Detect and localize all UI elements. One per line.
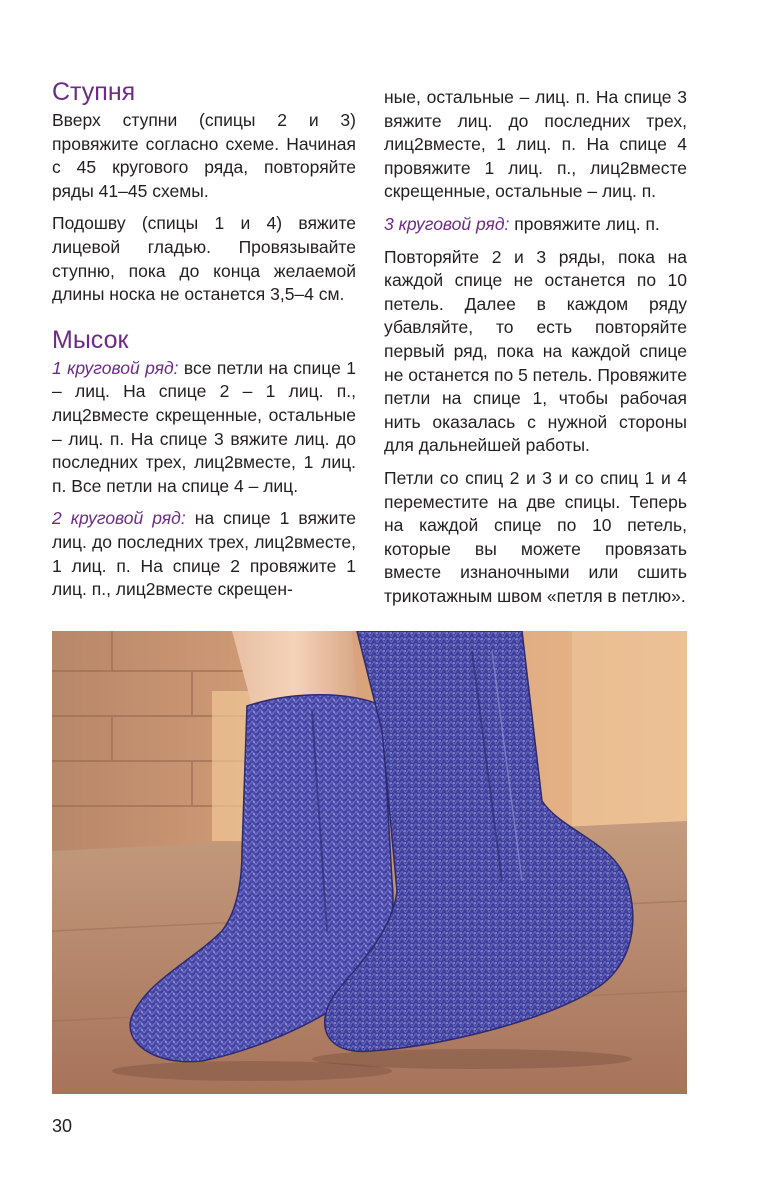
row-2-label: 2 круговой ряд: bbox=[52, 508, 186, 529]
row-1-label: 1 круговой ряд: bbox=[52, 357, 179, 378]
page-number: 30 bbox=[52, 1116, 73, 1136]
foot-paragraph-1: Вверх ступни (спицы 2 и 3) провяжите согласно схеме. Начиная с 45 кругового ряда, повторяйте ряды 41–45 схемы. bbox=[52, 110, 356, 201]
row-3-text: провяжите лиц. п. bbox=[509, 213, 660, 234]
row-1-text: все петли на спице 1 – лиц. На спице 2 – 1 лиц. п., лиц2вместе скрещенные, остальные – лиц. п. На спице 3 вяжите лиц. до последних трех, лиц2вместе, 1 лиц. п. Все петли на спице 4 – лиц. bbox=[52, 357, 356, 496]
row-3-label: 3 круговой ряд: bbox=[384, 213, 510, 234]
socks-photo bbox=[52, 631, 687, 1094]
row-2-text: на спице 1 вяжите лиц. до последних трех, лиц2вместе, 1 лиц. п. На спице 2 провяжите 1 лиц. п., лиц2вместе скрещен- bbox=[52, 508, 356, 600]
foot-paragraph-2: Подошву (спицы 1 и 4) вяжите лицевой гладью. Провязывайте ступню, пока до конца желаемой длины носка не останется 3,5–4 см. bbox=[52, 213, 356, 305]
heading-toe: Мысок bbox=[52, 325, 129, 354]
toe-paragraph-repeat: Повторяйте 2 и 3 ряды, пока на каждой спице не останется по 10 петель. Далее в каждом ряду убавляйте, то есть повторяйте первый ряд, пока на каждой спице не останется по 5 петель. Провяжите петли на спице 1, чтобы рабочая нить оказалась с нужной стороны для дальнейшей работы. bbox=[384, 246, 687, 456]
heading-foot: Ступня bbox=[52, 78, 136, 106]
left-column bbox=[52, 74, 356, 611]
toe-row-1 bbox=[52, 357, 356, 499]
toe-row-2-continued: ные, остальные – лиц. п. На спице 3 вяжите лиц. до последних трех, лиц2вместе, 1 лиц. п. На спице 4 провяжите 1 лиц. п., лиц2вместе скрещенные, остальные – лиц. п. bbox=[384, 87, 687, 202]
toe-row-3 bbox=[384, 213, 687, 237]
socks-illustration bbox=[52, 631, 687, 1094]
toe-paragraph-finish: Петли со спиц 2 и 3 и со спиц 1 и 4 переместите на две спицы. Теперь на каждой спице по 10 петель, которые вы можете провязать вместе изнаночными или сшить трикотажным швом «петля в петлю». bbox=[384, 467, 687, 606]
toe-row-2 bbox=[52, 507, 356, 601]
right-column bbox=[384, 86, 687, 617]
